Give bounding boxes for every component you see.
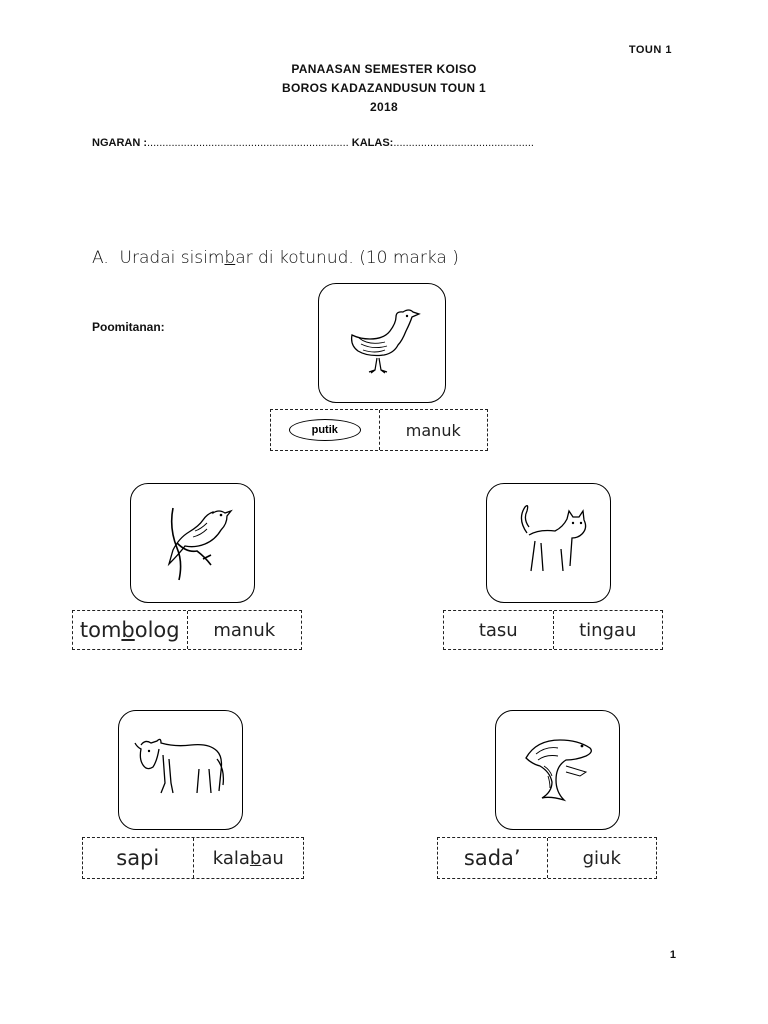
question-2-option-2[interactable]: tingau <box>553 611 663 649</box>
exam-year: 2018 <box>370 100 398 114</box>
bird-icon <box>143 493 243 593</box>
instruction-post: ar di kotunud. (10 marka ) <box>235 248 459 268</box>
fish-picture <box>495 710 620 830</box>
section-instruction <box>92 248 459 268</box>
instruction-underlined: b <box>224 248 236 268</box>
exam-title: PANAASAN SEMESTER KOISO <box>291 62 477 76</box>
question-3-option-1[interactable]: sapi <box>116 846 160 870</box>
example-options <box>270 409 488 451</box>
grade-label: TOUN 1 <box>628 44 672 56</box>
q1-opt1-underlined: b <box>121 618 135 642</box>
class-label: KALAS: <box>351 137 394 149</box>
q3-opt2-underlined: b <box>249 847 262 869</box>
subject-title: BOROS KADAZANDUSUN TOUN 1 <box>282 81 486 95</box>
name-field[interactable]: .................................................................. <box>147 137 349 149</box>
section-letter: A. <box>92 248 109 268</box>
q3-opt2-post: au <box>261 847 284 869</box>
duck-icon <box>337 298 427 388</box>
example-label: Poomitanan: <box>92 320 165 334</box>
fish-icon <box>508 720 608 820</box>
question-2-options <box>443 610 663 650</box>
bird-picture <box>130 483 255 603</box>
duck-picture <box>318 283 446 403</box>
name-label: NGARAN : <box>92 137 147 149</box>
example-option-1[interactable] <box>271 410 379 450</box>
cat-picture <box>486 483 611 603</box>
question-3-option-2[interactable] <box>193 838 304 878</box>
question-1-option-2[interactable]: manuk <box>187 611 302 649</box>
question-4-options <box>437 837 657 879</box>
example-option-2[interactable]: manuk <box>379 410 488 450</box>
student-info-line <box>92 137 534 149</box>
question-1-options <box>72 610 302 650</box>
question-4-option-1[interactable]: sada’ <box>463 846 521 870</box>
page-number: 1 <box>669 949 676 961</box>
question-1-option-1[interactable] <box>73 611 187 649</box>
q1-opt1-pre: tom <box>79 618 122 642</box>
class-field[interactable]: .............................................. <box>393 137 534 149</box>
q3-opt2-pre: kala <box>212 847 250 869</box>
example-answer-circle: putik <box>289 419 361 441</box>
question-3-options <box>82 837 304 879</box>
buffalo-picture <box>118 710 243 830</box>
instruction-pre: Uradai sisim <box>119 248 225 268</box>
buffalo-icon <box>129 725 233 815</box>
question-4-option-2[interactable]: giuk <box>547 838 657 878</box>
question-2-option-1[interactable]: tasu <box>478 619 518 641</box>
q1-opt1-post: olog <box>134 618 180 642</box>
cat-icon <box>499 493 599 593</box>
